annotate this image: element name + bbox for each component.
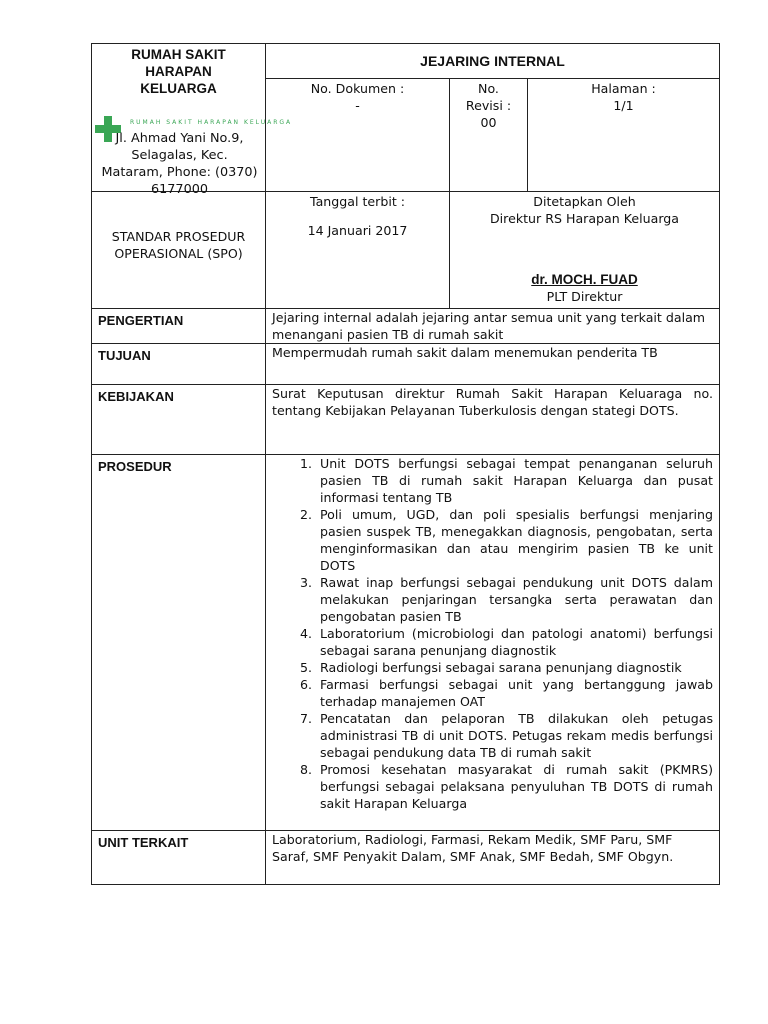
page-label: Halaman : [591,81,656,97]
approved-by-title: Direktur RS Harapan Keluarga [489,211,679,226]
hospital-address: Jl. Ahmad Yani No.9, Selagalas, Kec. Mataram, Phone: (0370) 6177000 [101,131,258,197]
prosedur-step: 5. Radiologi berfungsi sebagai sarana penunjang diagnostik [316,659,713,676]
revision-value: 00 [480,115,497,131]
unit-terkait-label: UNIT TERKAIT [92,831,266,885]
signer-name: dr. MOCH. FUAD [531,272,638,287]
prosedur-step: 2. Poli umum, UGD, dan poli spesialis berfungsi menjaring pasien suspek TB, menegakkan diagnosis, pengobatan, serta menginformasikan dan atau mengirim pasien TB ke unit DOTS [316,506,713,574]
document-title: JEJARING INTERNAL [266,44,720,79]
doc-number-cell [266,79,450,192]
prosedur-step: 8. Promosi kesehatan masyarakat di rumah sakit (PKMRS) berfungsi sebagai pelaksana penyuluhan TB DOTS di rumah sakit Harapan Keluarga [316,761,713,812]
page-value: 1/1 [613,98,634,114]
unit-terkait-text: Laboratorium, Radiologi, Farmasi, Rekam Medik, SMF Paru, SMF Saraf, SMF Penyakit Dalam, SMF Anak, SMF Bedah, SMF Obgyn. [266,831,720,885]
prosedur-step: 4. Laboratorium (microbiologi dan patologi anatomi) berfungsi sebagai sarana penunjang diagnostik [316,625,713,659]
prosedur-content [266,455,720,831]
revision-label: No. Revisi : [465,81,512,114]
revision-cell [450,79,528,192]
pengertian-text: Jejaring internal adalah jejaring antar semua unit yang terkait dalam menangani pasien TB di rumah sakit [266,309,720,344]
doc-number-value: - [355,98,360,114]
prosedur-step: 1. Unit DOTS berfungsi sebagai tempat penanganan seluruh pasien TB di rumah sakit Harapan Keluarga dan pusat informasi tentang TB [316,455,713,506]
pengertian-label: PENGERTIAN [92,309,266,344]
hospital-identity-cell [92,44,293,197]
prosedur-steps-list [272,455,713,812]
issue-date-label: Tanggal terbit : [309,194,406,209]
doc-number-label: No. Dokumen : [310,81,405,97]
svg-text:RUMAH SAKIT HARAPAN KELUARGA: RUMAH SAKIT HARAPAN KELUARGA [130,119,293,126]
spo-label: STANDAR PROSEDUR OPERASIONAL (SPO) [111,229,246,261]
prosedur-step: 3. Rawat inap berfungsi sebagai pendukung unit DOTS dalam melakukan penjaringan tersangka serta perawatan dan pengobatan pasien TB [316,574,713,625]
prosedur-label: PROSEDUR [92,455,266,831]
tujuan-text: Mempermudah rumah sakit dalam menemukan penderita TB [266,344,720,385]
approved-label: Ditetapkan Oleh [533,194,636,209]
issue-date-cell [266,192,450,309]
kebijakan-text: Surat Keputusan direktur Rumah Sakit Harapan Keluaraga no. tentang Kebijakan Pelayanan Tuberkulosis dengan stategi DOTS. [266,385,720,455]
signer-position: PLT Direktur [546,289,623,304]
hospital-name: RUMAH SAKIT HARAPAN KELUARGA [131,47,226,96]
tujuan-label: TUJUAN [92,344,266,385]
issue-date-value: 14 Januari 2017 [307,223,408,238]
spo-cell [92,192,266,309]
prosedur-step: 7. Pencatatan dan pelaporan TB dilakukan oleh petugas administrasi TB di unit DOTS. Petugas rekam medis berfungsi sebagai pendukung data TB di rumah sakit [316,710,713,761]
spo-document-table [91,43,720,885]
approval-cell [450,192,720,309]
page-cell [528,79,720,192]
kebijakan-label: KEBIJAKAN [92,385,266,455]
prosedur-step: 6. Farmasi berfungsi sebagai unit yang bertanggung jawab terhadap manajemen OAT [316,676,713,710]
